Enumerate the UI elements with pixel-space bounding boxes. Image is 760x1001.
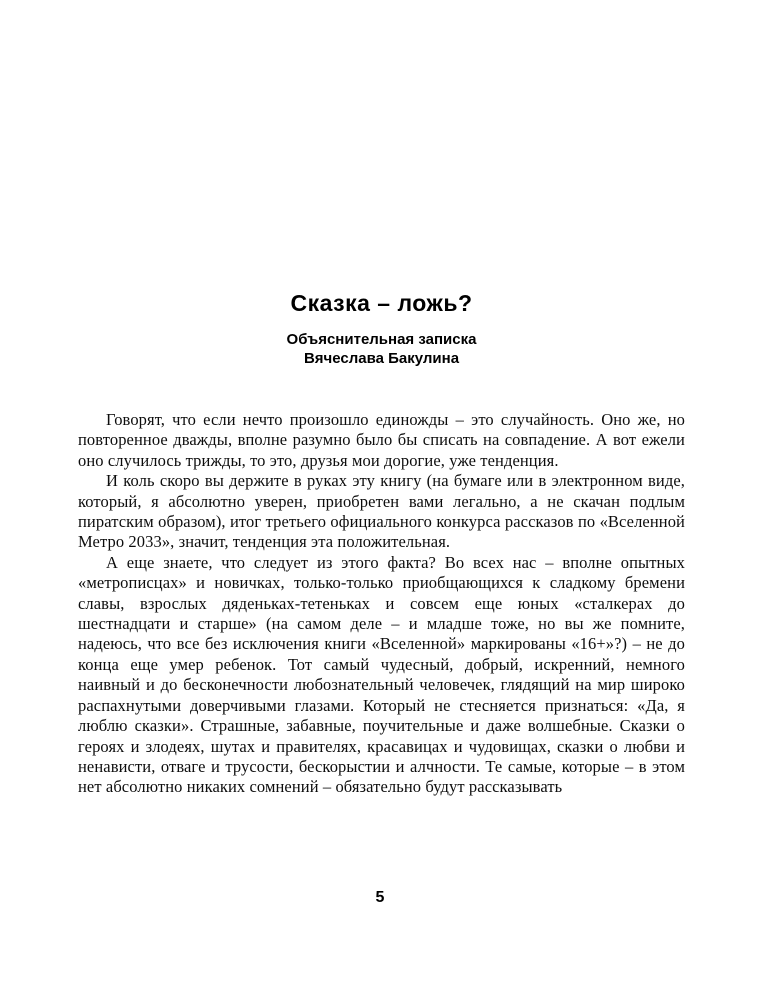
subtitle-line-1: Объяснительная записка	[286, 331, 477, 348]
page-number: 5	[375, 889, 385, 906]
body-text	[78, 410, 685, 798]
chapter-subtitle	[78, 330, 685, 368]
paragraph-2: И коль скоро вы держите в руках эту книгу (на бумаге или в электронном виде, который, я абсолютно уверен, приобретен вами легально, а не скачан подлым пиратским образом), итог третьего официального конкурса рассказов по «Вселенной Метро 2033», значит, тенденция эта положительная.	[78, 471, 685, 552]
chapter-title: Сказка – ложь?	[290, 290, 473, 316]
subtitle-line-2: Вячеслава Бакулина	[303, 350, 460, 367]
paragraph-3: А еще знаете, что следует из этого факта? Во всех нас – вполне опытных «метрописцах» и новичках, только-только приобщающихся к сладкому бремени славы, взрослых дяденьках-тетеньках и совсем еще юных «сталкерах до шестнадцати и старше» (на самом деле – и младше тоже, но вы же помните, надеюсь, что все без исключения книги «Вселенной» маркированы «16+»?) – не до конца еще умер ребенок. Тот самый чудесный, добрый, искренний, немного наивный и до бесконечности любознательный человечек, глядящий на мир широко распахнутыми доверчивыми глазами. Который не стесняется признаться: «Да, я люблю сказки». Страшные, забавные, поучительные и даже волшебные. Сказки о героях и злодеях, шутах и правителях, красавицах и чудовищах, сказки о любви и ненависти, отваге и трусости, бескорыстии и алчности. Те самые, которые – в этом нет абсолютно никаких сомнений – обязательно будут рассказывать	[78, 552, 685, 797]
text-column	[78, 0, 685, 798]
paragraph-1: Говорят, что если нечто произошло единожды – это случайность. Оно же, но повторенное дважды, вполне разумно было бы списать на совпадение. А вот ежели оно случилось трижды, то это, друзья мои дорогие, уже тенденция.	[78, 410, 685, 470]
